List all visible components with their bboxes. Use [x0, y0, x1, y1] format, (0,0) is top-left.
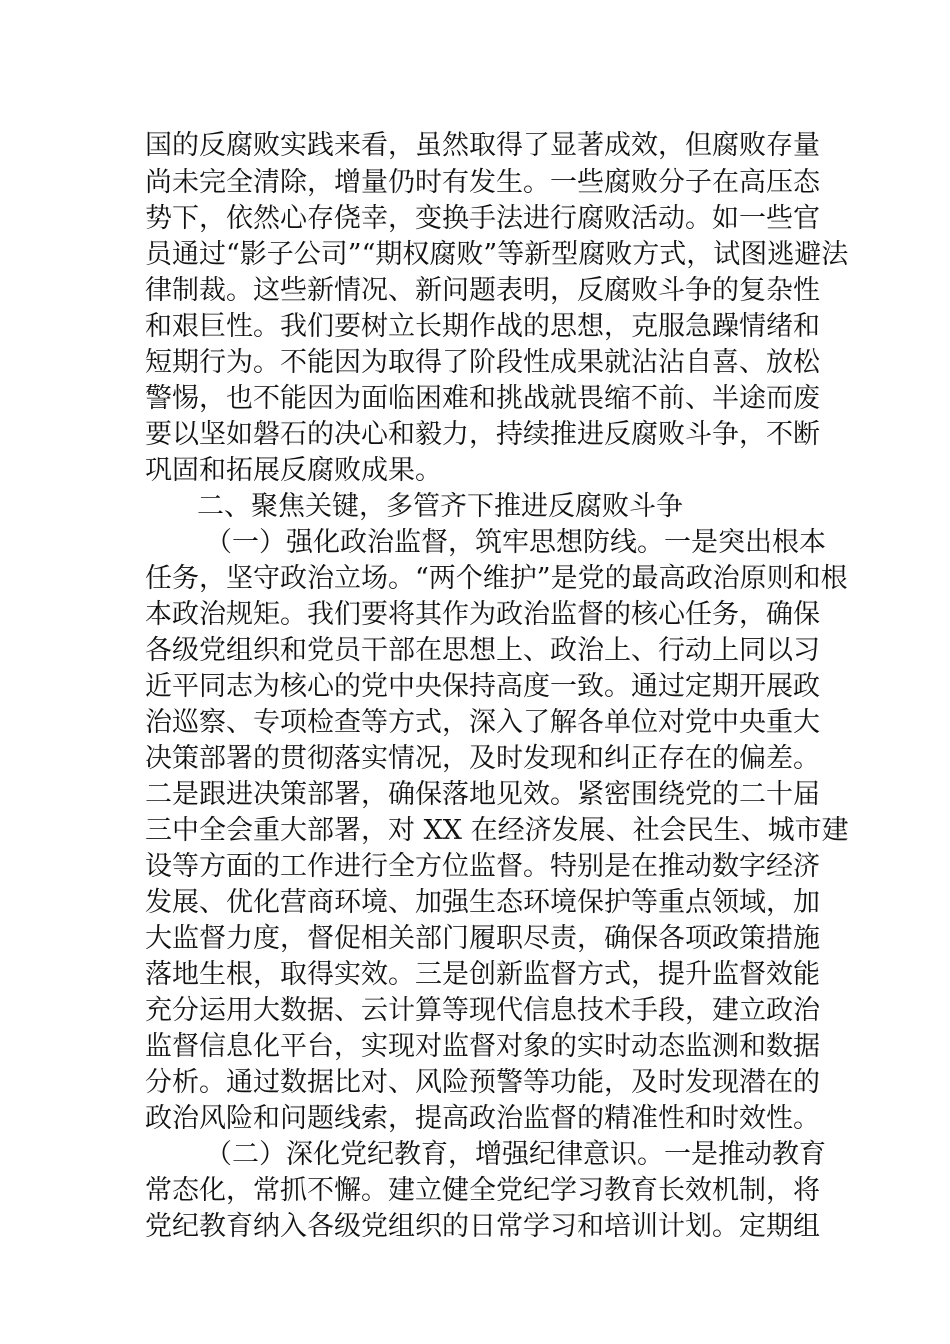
text-line: 律制裁。这些新情况、新问题表明，反腐败斗争的复杂性	[145, 275, 820, 306]
text-line: 员通过“影子公司”“期权腐败”等新型腐败方式，试图逃避法	[145, 239, 849, 270]
text-line: 充分运用大数据、云计算等现代信息技术手段，建立政治	[145, 995, 820, 1026]
text-line: 分析。通过数据比对、风险预警等功能，及时发现潜在的	[145, 1067, 820, 1098]
text-line: 政治风险和问题线索，提高政治监督的精准性和时效性。	[145, 1103, 820, 1134]
text-line: 任务，坚守政治立场。“两个维护”是党的最高政治原则和根	[145, 563, 848, 594]
text-line: 巩固和拓展反腐败成果。	[145, 455, 442, 486]
subsection-heading-line: （一）强化政治监督，筑牢思想防线。一是突出根本	[205, 527, 826, 558]
text-line: 发展、优化营商环境、加强生态环境保护等重点领域，加	[145, 887, 820, 918]
text-line: 设等方面的工作进行全方位监督。特别是在推动数字经济	[145, 851, 820, 882]
text-line: 短期行为。不能因为取得了阶段性成果就沾沾自喜、放松	[145, 347, 820, 378]
text-line: 尚未完全清除，增量仍时有发生。一些腐败分子在高压态	[145, 167, 820, 198]
text-line: 监督信息化平台，实现对监督对象的实时动态监测和数据	[145, 1031, 820, 1062]
subsection-heading-line: （二）深化党纪教育，增强纪律意识。一是推动教育	[205, 1139, 826, 1170]
text-line: 大监督力度，督促相关部门履职尽责，确保各项政策措施	[145, 923, 820, 954]
text-line: 要以坚如磐石的决心和毅力，持续推进反腐败斗争，不断	[145, 419, 820, 450]
text-line: 三中全会重大部署，对 XX 在经济发展、社会民生、城市建	[145, 815, 849, 846]
text-line: 落地生根，取得实效。三是创新监督方式，提升监督效能	[145, 959, 820, 990]
text-line: 势下，依然心存侥幸，变换手法进行腐败活动。如一些官	[145, 203, 820, 234]
text-line: 党纪教育纳入各级党组织的日常学习和培训计划。定期组	[145, 1211, 820, 1242]
text-line: 国的反腐败实践来看，虽然取得了显著成效，但腐败存量	[145, 130, 820, 161]
text-line: 本政治规矩。我们要将其作为政治监督的核心任务，确保	[145, 599, 820, 630]
text-line: 和艰巨性。我们要树立长期作战的思想，克服急躁情绪和	[145, 311, 820, 342]
text-line: 近平同志为核心的党中央保持高度一致。通过定期开展政	[145, 671, 820, 702]
text-line: 警惕，也不能因为面临困难和挑战就畏缩不前、半途而废	[145, 383, 820, 414]
text-line: 二是跟进决策部署，确保落地见效。紧密围绕党的二十届	[145, 779, 820, 810]
text-line: 常态化，常抓不懈。建立健全党纪学习教育长效机制，将	[145, 1175, 820, 1206]
text-line: 各级党组织和党员干部在思想上、政治上、行动上同以习	[145, 635, 820, 666]
text-line: 治巡察、专项检查等方式，深入了解各单位对党中央重大	[145, 707, 820, 738]
section-heading: 二、聚焦关键，多管齐下推进反腐败斗争	[197, 491, 683, 522]
text-line: 决策部署的贯彻落实情况，及时发现和纠正存在的偏差。	[145, 743, 820, 774]
